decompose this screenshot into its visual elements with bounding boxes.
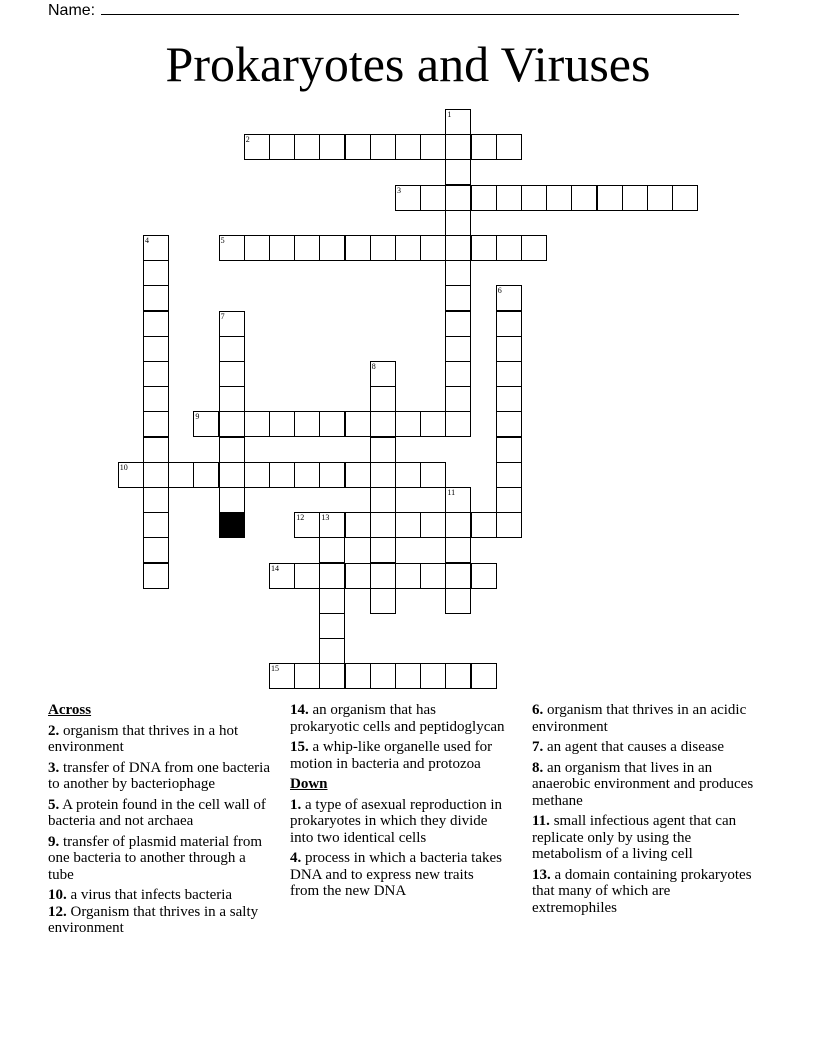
grid-cell[interactable] (370, 437, 396, 463)
grid-cell[interactable] (345, 563, 371, 589)
grid-cell[interactable] (420, 462, 446, 488)
clue-across-9: 9. transfer of plasmid material from one bacteria to another through a tube (48, 833, 263, 883)
clue-number: 6 (497, 286, 502, 296)
grid-cell[interactable] (370, 235, 396, 261)
grid-cell[interactable] (496, 386, 522, 412)
clues-column-1 (48, 702, 273, 941)
grid-cell[interactable] (672, 185, 698, 211)
grid-cell[interactable] (219, 361, 245, 387)
grid-cell[interactable] (269, 462, 295, 488)
clue-number: 12 (296, 513, 305, 523)
grid-cell[interactable] (143, 336, 169, 362)
grid-cell[interactable] (395, 563, 421, 589)
clue-number: 11 (447, 488, 456, 497)
grid-cell[interactable] (319, 537, 345, 563)
clue-down-7: 7. an agent that causes a disease (532, 739, 725, 755)
grid-cell[interactable] (269, 663, 295, 689)
grid-cell[interactable] (471, 663, 497, 689)
grid-cell[interactable] (496, 235, 522, 261)
grid-cell[interactable] (445, 285, 471, 311)
clue-number: 1 (447, 110, 452, 119)
grid-cell[interactable] (219, 487, 245, 513)
grid-cell[interactable] (445, 109, 471, 135)
grid-cell[interactable] (395, 411, 421, 437)
clue-across-5: 5. A protein found in the cell wall of bacteria and not archaea (48, 796, 266, 829)
grid-cell[interactable] (345, 462, 371, 488)
grid-cell[interactable] (143, 462, 169, 488)
clue-number: 15 (271, 664, 279, 674)
clue-number: 4 (145, 236, 149, 245)
grid-cell[interactable] (521, 235, 547, 261)
grid-cell[interactable] (571, 185, 597, 211)
grid-cell[interactable] (269, 134, 295, 160)
grid-cell[interactable] (143, 311, 169, 337)
grid-cell[interactable] (219, 437, 245, 463)
grid-cell[interactable] (420, 563, 446, 589)
grid-cell[interactable] (319, 134, 345, 160)
grid-cell[interactable] (420, 134, 446, 160)
grid-cell[interactable] (445, 411, 471, 437)
grid-cell[interactable] (244, 134, 270, 160)
grid-cell[interactable] (370, 588, 396, 614)
grid-cell[interactable] (445, 361, 471, 387)
grid-cell[interactable] (622, 185, 648, 211)
clue-number: 7 (220, 311, 225, 321)
grid-cell[interactable] (345, 663, 371, 689)
grid-cell[interactable] (143, 487, 169, 513)
grid-cell[interactable] (319, 462, 345, 488)
grid-cell[interactable] (319, 411, 345, 437)
grid-cell[interactable] (370, 537, 396, 563)
grid-cell[interactable] (143, 563, 169, 589)
grid-cell[interactable] (143, 361, 169, 387)
grid-cell[interactable] (445, 260, 471, 286)
grid-cell[interactable] (370, 512, 396, 538)
across-heading: Across (48, 702, 92, 718)
grid-cell[interactable] (269, 235, 295, 261)
grid-cell[interactable] (219, 311, 245, 337)
clue-down-4: 4. process in which a bacteria takes DNA and to express new traits from the new DNA (290, 850, 502, 899)
grid-cell[interactable] (319, 235, 345, 261)
grid-cell[interactable] (370, 134, 396, 160)
grid-cell[interactable] (445, 159, 471, 185)
grid-cell[interactable] (395, 134, 421, 160)
grid-cell[interactable] (319, 663, 345, 689)
grid-cell[interactable] (445, 134, 471, 160)
grid-cell[interactable] (219, 411, 245, 437)
grid-cell[interactable] (546, 185, 572, 211)
grid-cell[interactable] (118, 462, 144, 488)
grid-cell[interactable] (496, 512, 522, 538)
grid-cell[interactable] (345, 235, 371, 261)
grid-cell[interactable] (496, 134, 522, 160)
grid-cell[interactable] (370, 487, 396, 513)
grid-cell[interactable] (370, 386, 396, 412)
grid-cell[interactable] (370, 462, 396, 488)
clue-across-15: 15. a whip-like organelle used for motion in bacteria and protozoa (290, 739, 493, 772)
clue-number: 8 (371, 362, 376, 371)
black-cell (219, 512, 245, 538)
grid-cell[interactable] (471, 235, 497, 261)
grid-cell[interactable] (445, 537, 471, 563)
grid-cell[interactable] (143, 411, 169, 437)
grid-cell[interactable] (294, 134, 320, 160)
grid-cell[interactable] (521, 185, 547, 211)
grid-cell[interactable] (370, 361, 396, 387)
grid-cell[interactable] (445, 210, 471, 236)
grid-cell[interactable] (496, 336, 522, 362)
grid-cell[interactable] (445, 563, 471, 589)
grid-cell[interactable] (143, 235, 169, 261)
grid-cell[interactable] (294, 563, 320, 589)
grid-cell[interactable] (647, 185, 673, 211)
grid-cell[interactable] (219, 462, 245, 488)
grid-cell[interactable] (143, 285, 169, 311)
grid-cell[interactable] (445, 235, 471, 261)
clue-across-14: 14. an organism that has prokaryotic cells and peptidoglycan (290, 702, 505, 735)
grid-cell[interactable] (269, 563, 295, 589)
name-label: Name: (48, 2, 96, 19)
grid-cell[interactable] (294, 663, 320, 689)
clue-number: 2 (245, 135, 250, 145)
page-title: Prokaryotes and Viruses (165, 36, 651, 92)
grid-cell[interactable] (395, 235, 421, 261)
grid-cell[interactable] (445, 386, 471, 412)
grid-cell[interactable] (193, 411, 219, 437)
clue-across-12: 12. Organism that thrives in a salty environment (48, 903, 259, 936)
clue-number: 3 (397, 185, 401, 195)
clue-across-2: 2. organism that thrives in a hot environment (48, 722, 239, 755)
grid-cell[interactable] (370, 411, 396, 437)
down-heading: Down (290, 776, 328, 792)
grid-cell[interactable] (370, 663, 396, 689)
grid-cell[interactable] (445, 487, 471, 513)
grid-cell[interactable] (471, 512, 497, 538)
grid-cell[interactable] (420, 235, 446, 261)
grid-cell[interactable] (219, 336, 245, 362)
grid-cell[interactable] (294, 411, 320, 437)
grid-cell[interactable] (345, 134, 371, 160)
grid-cell[interactable] (445, 311, 471, 337)
grid-cell[interactable] (345, 512, 371, 538)
clues-column-2 (290, 702, 505, 904)
grid-cell[interactable] (496, 285, 522, 311)
grid-cell[interactable] (496, 437, 522, 463)
grid-cell[interactable] (370, 563, 396, 589)
grid-cell[interactable] (496, 311, 522, 337)
grid-cell[interactable] (471, 134, 497, 160)
clue-number: 14 (271, 563, 279, 573)
clue-number: 9 (195, 412, 200, 422)
grid-cell[interactable] (395, 462, 421, 488)
clue-number: 5 (220, 236, 225, 245)
clues-column-3 (532, 702, 757, 920)
grid-cell[interactable] (219, 386, 245, 412)
grid-cell[interactable] (294, 235, 320, 261)
grid-cell[interactable] (445, 336, 471, 362)
grid-cell[interactable] (244, 411, 270, 437)
grid-cell[interactable] (471, 563, 497, 589)
grid-cell[interactable] (496, 185, 522, 211)
grid-cell[interactable] (445, 185, 471, 211)
grid-cell[interactable] (445, 588, 471, 614)
grid-cell[interactable] (269, 411, 295, 437)
clue-down-8: 8. an organism that lives in an anaerobic environment and produces methane (532, 759, 754, 809)
grid-cell[interactable] (319, 563, 345, 589)
grid-cell[interactable] (193, 462, 219, 488)
grid-cell[interactable] (420, 663, 446, 689)
grid-cell[interactable] (143, 386, 169, 412)
clue-down-1: 1. a type of asexual reproduction in prokaryotes in which they divide into two identical cells (290, 796, 503, 846)
grid-cell[interactable] (219, 235, 245, 261)
grid-cell[interactable] (496, 411, 522, 437)
clue-number: 10 (119, 462, 128, 472)
grid-cell[interactable] (168, 462, 194, 488)
grid-cell[interactable] (143, 260, 169, 286)
clue-down-6: 6. organism that thrives in an acidic environment (532, 702, 747, 735)
grid-cell[interactable] (420, 512, 446, 538)
grid-cell[interactable] (445, 663, 471, 689)
grid-cell[interactable] (420, 411, 446, 437)
grid-cell[interactable] (319, 588, 345, 614)
grid-cell[interactable] (395, 512, 421, 538)
clue-across-10: 10. a virus that infects bacteria (48, 887, 233, 903)
grid-cell[interactable] (395, 663, 421, 689)
clue-down-11: 11. small infectious agent that can replicate only by using the metabolism of a living cell (532, 813, 737, 862)
grid-cell[interactable] (420, 185, 446, 211)
grid-cell[interactable] (597, 185, 623, 211)
grid-cell[interactable] (395, 185, 421, 211)
grid-cell[interactable] (319, 613, 345, 639)
grid-cell[interactable] (445, 512, 471, 538)
clue-down-13: 13. a domain containing prokaryotes that many of which are extremophiles (532, 866, 752, 916)
grid-cell[interactable] (143, 537, 169, 563)
grid-cell[interactable] (294, 512, 320, 538)
grid-cell[interactable] (345, 411, 371, 437)
grid-cell[interactable] (496, 487, 522, 513)
grid-cell[interactable] (143, 437, 169, 463)
grid-cell[interactable] (244, 235, 270, 261)
clue-across-3: 3. transfer of DNA from one bacteria to another by bacteriophage (48, 759, 270, 792)
clue-number: 13 (321, 513, 330, 523)
grid-cell[interactable] (294, 462, 320, 488)
grid-cell[interactable] (244, 462, 270, 488)
grid-cell[interactable] (496, 361, 522, 387)
grid-cell[interactable] (471, 185, 497, 211)
grid-cell[interactable] (319, 512, 345, 538)
grid-cell[interactable] (319, 638, 345, 664)
grid-cell[interactable] (143, 512, 169, 538)
grid-cell[interactable] (496, 462, 522, 488)
